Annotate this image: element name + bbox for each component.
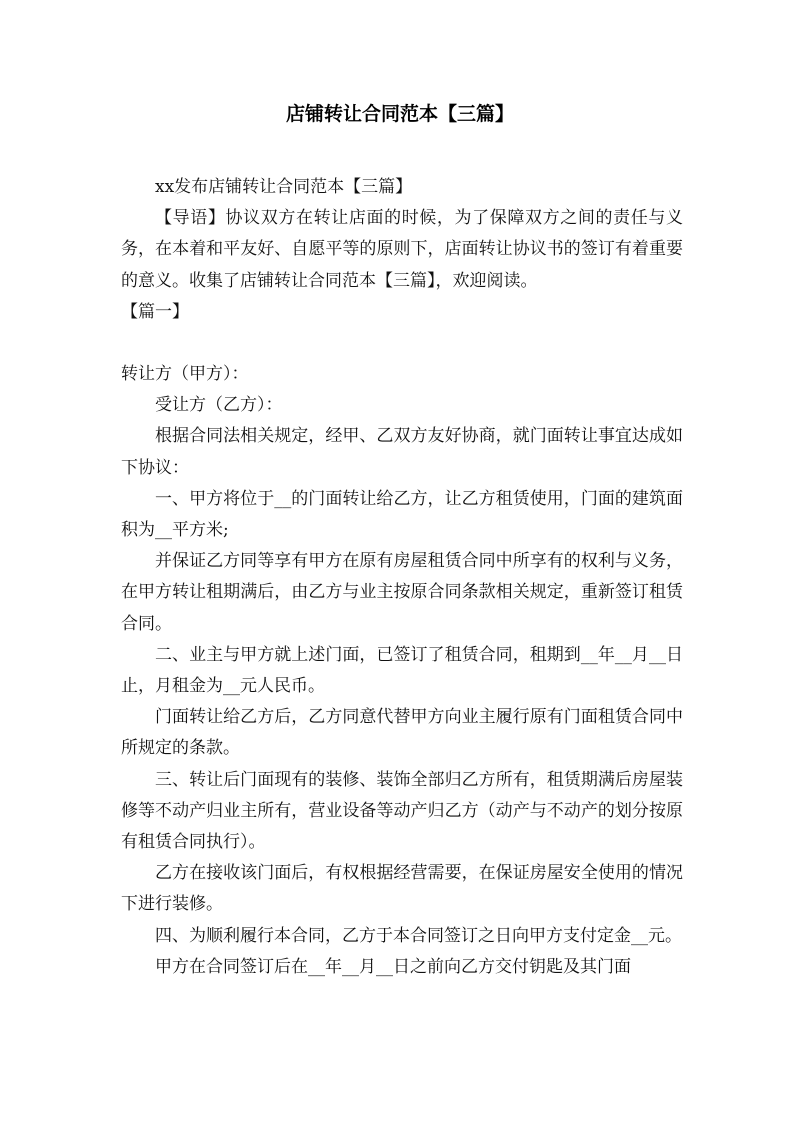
clause-2: 二、业主与甲方就上述门面，已签订了租赁合同，租期到__年__月__日止，月租金为__元人民币。: [121, 644, 683, 697]
section-heading: 【篇一】: [121, 301, 189, 322]
clause-2-continued: 门面转让给乙方后，乙方同意代替甲方向业主履行原有门面租赁合同中所规定的条款。: [121, 707, 683, 759]
paragraph-intro: 【导语】协议双方在转让店面的时候，为了保障双方之间的责任与义务，在本着和平友好、自愿平等的原则下，店面转让协议书的签订有着重要的意义。收集了店铺转让合同范本【三篇】，欢迎阅读。: [121, 208, 683, 291]
document-body: [121, 172, 683, 983]
clause-1-continued: 并保证乙方同等享有甲方在原有房屋租赁合同中所享有的权利与义务，在甲方转让租期满后，由乙方与业主按原合同条款相关规定，重新签订租赁合同。: [121, 551, 683, 634]
document-title: 店铺转让合同范本【三篇】: [285, 103, 514, 125]
paragraph-basis: 根据合同法相关规定，经甲、乙双方友好协商，就门面转让事宜达成如下协议：: [121, 426, 683, 478]
clause-1: 一、甲方将位于__的门面转让给乙方，让乙方租赁使用，门面的建筑面积为__平方米;: [121, 488, 683, 541]
paragraph-transferee: 受让方（乙方）：: [155, 395, 283, 416]
clause-3: 三、转让后门面现有的装修、装饰全部归乙方所有，租赁期满后房屋装修等不动产归业主所有，营业设备等动产归乙方（动产与不动产的划分按原有租赁合同执行）。: [121, 769, 683, 853]
paragraph-transferor: 转让方（甲方）：: [121, 364, 249, 385]
clause-4-continued: 甲方在合同签订后在__年__月__日之前向乙方交付钥匙及其门面: [155, 956, 631, 977]
clause-3-continued: 乙方在接收该门面后，有权根据经营需要，在保证房屋安全使用的情况下进行装修。: [121, 863, 683, 915]
paragraph-subtitle: xx发布店铺转让合同范本【三篇】: [155, 177, 413, 197]
clause-4: 四、为顺利履行本合同，乙方于本合同签订之日向甲方支付定金__元。: [155, 925, 682, 946]
blank-line: [121, 328, 683, 359]
